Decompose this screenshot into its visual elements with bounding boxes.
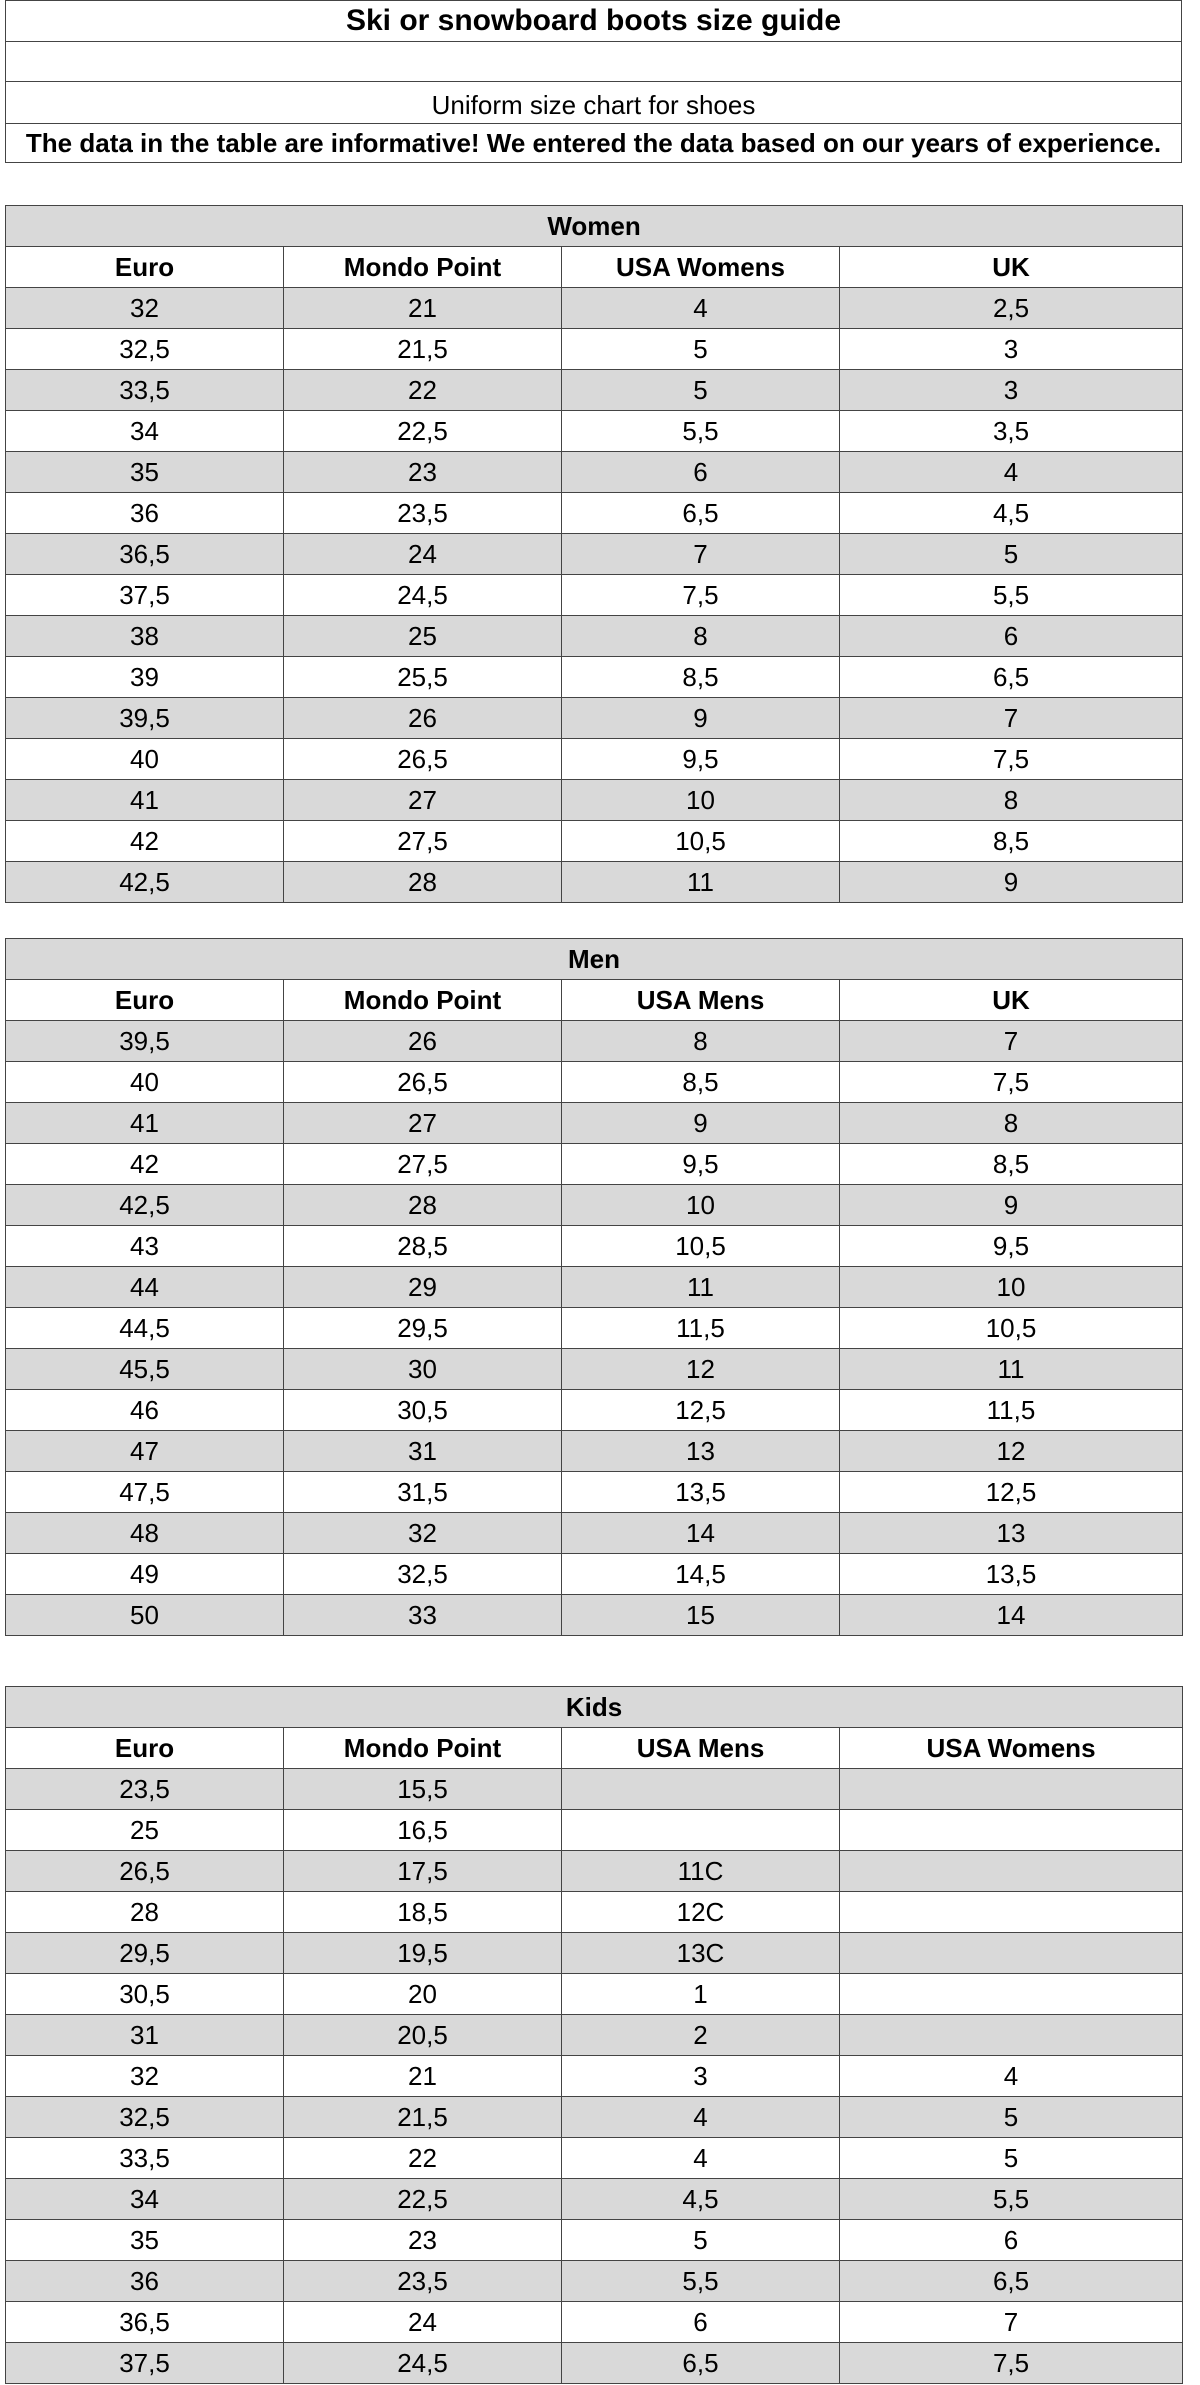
euro-cell: 32,5 bbox=[6, 329, 284, 370]
mondo-point-cell: 20 bbox=[284, 1974, 562, 2015]
table-row bbox=[6, 288, 1183, 329]
mondo-point-cell: 26,5 bbox=[284, 739, 562, 780]
mondo-point-cell: 21 bbox=[284, 288, 562, 329]
usa-size-cell: 4 bbox=[562, 2138, 840, 2179]
table-row bbox=[6, 1062, 1183, 1103]
uk-or-usa-womens-cell: 12 bbox=[840, 1431, 1183, 1472]
usa-size-cell: 1 bbox=[562, 1974, 840, 2015]
usa-size-cell: 12,5 bbox=[562, 1390, 840, 1431]
usa-size-cell bbox=[562, 1769, 840, 1810]
usa-size-cell: 9 bbox=[562, 1103, 840, 1144]
uk-or-usa-womens-cell: 7 bbox=[840, 698, 1183, 739]
euro-cell: 42 bbox=[6, 1144, 284, 1185]
mondo-point-cell: 26 bbox=[284, 698, 562, 739]
table-row bbox=[6, 411, 1183, 452]
mondo-point-cell: 27,5 bbox=[284, 821, 562, 862]
mondo-point-cell: 15,5 bbox=[284, 1769, 562, 1810]
euro-cell: 42,5 bbox=[6, 1185, 284, 1226]
table-row bbox=[6, 1144, 1183, 1185]
page-subtitle: Uniform size chart for shoes bbox=[5, 82, 1182, 124]
guide-header bbox=[5, 0, 1182, 163]
mondo-point-cell: 26,5 bbox=[284, 1062, 562, 1103]
column-header-usa-mens: USA Mens bbox=[562, 980, 840, 1021]
uk-or-usa-womens-cell: 4 bbox=[840, 452, 1183, 493]
usa-size-cell: 5,5 bbox=[562, 411, 840, 452]
table-row bbox=[6, 370, 1183, 411]
mondo-point-cell: 27 bbox=[284, 1103, 562, 1144]
uk-or-usa-womens-cell: 3,5 bbox=[840, 411, 1183, 452]
mondo-point-cell: 30,5 bbox=[284, 1390, 562, 1431]
euro-cell: 48 bbox=[6, 1513, 284, 1554]
usa-size-cell: 9,5 bbox=[562, 1144, 840, 1185]
uk-or-usa-womens-cell: 8 bbox=[840, 1103, 1183, 1144]
table-row bbox=[6, 452, 1183, 493]
table-row bbox=[6, 1513, 1183, 1554]
euro-cell: 34 bbox=[6, 411, 284, 452]
euro-cell: 30,5 bbox=[6, 1974, 284, 2015]
table-row bbox=[6, 2343, 1183, 2384]
usa-size-cell: 13 bbox=[562, 1431, 840, 1472]
uk-or-usa-womens-cell: 13,5 bbox=[840, 1554, 1183, 1595]
mondo-point-cell: 16,5 bbox=[284, 1810, 562, 1851]
mondo-point-cell: 17,5 bbox=[284, 1851, 562, 1892]
euro-cell: 47 bbox=[6, 1431, 284, 1472]
usa-size-cell: 10,5 bbox=[562, 821, 840, 862]
usa-size-cell bbox=[562, 1810, 840, 1851]
euro-cell: 25 bbox=[6, 1810, 284, 1851]
euro-cell: 34 bbox=[6, 2179, 284, 2220]
table-row bbox=[6, 1769, 1183, 1810]
uk-or-usa-womens-cell: 7,5 bbox=[840, 2343, 1183, 2384]
euro-cell: 44,5 bbox=[6, 1308, 284, 1349]
table-row bbox=[6, 1185, 1183, 1226]
uk-or-usa-womens-cell: 10 bbox=[840, 1267, 1183, 1308]
uk-or-usa-womens-cell: 7,5 bbox=[840, 1062, 1183, 1103]
euro-cell: 39 bbox=[6, 657, 284, 698]
table-row bbox=[6, 1226, 1183, 1267]
uk-or-usa-womens-cell: 10,5 bbox=[840, 1308, 1183, 1349]
column-header-uk: UK bbox=[840, 247, 1183, 288]
usa-size-cell: 6,5 bbox=[562, 2343, 840, 2384]
mondo-point-cell: 30 bbox=[284, 1349, 562, 1390]
usa-size-cell: 5 bbox=[562, 2220, 840, 2261]
usa-size-cell: 5 bbox=[562, 329, 840, 370]
mondo-point-cell: 28 bbox=[284, 862, 562, 903]
blank-row bbox=[5, 42, 1182, 82]
uk-or-usa-womens-cell: 13 bbox=[840, 1513, 1183, 1554]
euro-cell: 35 bbox=[6, 2220, 284, 2261]
table-row bbox=[6, 1390, 1183, 1431]
table-row bbox=[6, 739, 1183, 780]
mondo-point-cell: 33 bbox=[284, 1595, 562, 1636]
men-size-table bbox=[5, 938, 1183, 1636]
euro-cell: 35 bbox=[6, 452, 284, 493]
usa-size-cell: 11 bbox=[562, 862, 840, 903]
uk-or-usa-womens-cell: 8,5 bbox=[840, 1144, 1183, 1185]
mondo-point-cell: 21,5 bbox=[284, 2097, 562, 2138]
uk-or-usa-womens-cell: 5,5 bbox=[840, 575, 1183, 616]
euro-cell: 32 bbox=[6, 2056, 284, 2097]
section-title-kids: Kids bbox=[6, 1687, 1183, 1728]
table-row bbox=[6, 1810, 1183, 1851]
euro-cell: 37,5 bbox=[6, 575, 284, 616]
uk-or-usa-womens-cell: 6 bbox=[840, 616, 1183, 657]
usa-size-cell: 10 bbox=[562, 780, 840, 821]
uk-or-usa-womens-cell bbox=[840, 1933, 1183, 1974]
column-header-usa-mens: USA Mens bbox=[562, 1728, 840, 1769]
usa-size-cell: 2 bbox=[562, 2015, 840, 2056]
column-header-euro: Euro bbox=[6, 980, 284, 1021]
uk-or-usa-womens-cell: 8 bbox=[840, 780, 1183, 821]
uk-or-usa-womens-cell bbox=[840, 1851, 1183, 1892]
mondo-point-cell: 23 bbox=[284, 452, 562, 493]
usa-size-cell: 12 bbox=[562, 1349, 840, 1390]
mondo-point-cell: 21 bbox=[284, 2056, 562, 2097]
mondo-point-cell: 28,5 bbox=[284, 1226, 562, 1267]
mondo-point-cell: 28 bbox=[284, 1185, 562, 1226]
mondo-point-cell: 24,5 bbox=[284, 2343, 562, 2384]
uk-or-usa-womens-cell: 6,5 bbox=[840, 2261, 1183, 2302]
uk-or-usa-womens-cell: 7 bbox=[840, 2302, 1183, 2343]
uk-or-usa-womens-cell: 2,5 bbox=[840, 288, 1183, 329]
table-row bbox=[6, 1349, 1183, 1390]
usa-size-cell: 4 bbox=[562, 2097, 840, 2138]
euro-cell: 33,5 bbox=[6, 370, 284, 411]
usa-size-cell: 10,5 bbox=[562, 1226, 840, 1267]
table-row bbox=[6, 862, 1183, 903]
disclaimer-note: The data in the table are informative! We entered the data based on our years of experience. bbox=[5, 124, 1182, 163]
women-size-table bbox=[5, 205, 1183, 903]
uk-or-usa-womens-cell: 12,5 bbox=[840, 1472, 1183, 1513]
mondo-point-cell: 23,5 bbox=[284, 2261, 562, 2302]
mondo-point-cell: 22 bbox=[284, 370, 562, 411]
table-row bbox=[6, 1431, 1183, 1472]
mondo-point-cell: 31 bbox=[284, 1431, 562, 1472]
euro-cell: 36,5 bbox=[6, 534, 284, 575]
mondo-point-cell: 29,5 bbox=[284, 1308, 562, 1349]
mondo-point-cell: 22,5 bbox=[284, 2179, 562, 2220]
euro-cell: 33,5 bbox=[6, 2138, 284, 2179]
euro-cell: 28 bbox=[6, 1892, 284, 1933]
table-row bbox=[6, 1933, 1183, 1974]
mondo-point-cell: 22 bbox=[284, 2138, 562, 2179]
mondo-point-cell: 19,5 bbox=[284, 1933, 562, 1974]
column-header-euro: Euro bbox=[6, 247, 284, 288]
table-row bbox=[6, 2056, 1183, 2097]
euro-cell: 42 bbox=[6, 821, 284, 862]
column-header-mondo-point: Mondo Point bbox=[284, 1728, 562, 1769]
mondo-point-cell: 25,5 bbox=[284, 657, 562, 698]
table-row bbox=[6, 2302, 1183, 2343]
table-row bbox=[6, 2179, 1183, 2220]
uk-or-usa-womens-cell bbox=[840, 1974, 1183, 2015]
uk-or-usa-womens-cell: 5 bbox=[840, 2097, 1183, 2138]
mondo-point-cell: 27 bbox=[284, 780, 562, 821]
euro-cell: 47,5 bbox=[6, 1472, 284, 1513]
table-row bbox=[6, 780, 1183, 821]
euro-cell: 26,5 bbox=[6, 1851, 284, 1892]
uk-or-usa-womens-cell: 9 bbox=[840, 1185, 1183, 1226]
uk-or-usa-womens-cell: 5,5 bbox=[840, 2179, 1183, 2220]
uk-or-usa-womens-cell: 3 bbox=[840, 329, 1183, 370]
table-row bbox=[6, 821, 1183, 862]
mondo-point-cell: 23,5 bbox=[284, 493, 562, 534]
table-row bbox=[6, 616, 1183, 657]
table-row bbox=[6, 2015, 1183, 2056]
mondo-point-cell: 29 bbox=[284, 1267, 562, 1308]
usa-size-cell: 15 bbox=[562, 1595, 840, 1636]
column-header-mondo-point: Mondo Point bbox=[284, 247, 562, 288]
table-row bbox=[6, 698, 1183, 739]
usa-size-cell: 4,5 bbox=[562, 2179, 840, 2220]
usa-size-cell: 4 bbox=[562, 288, 840, 329]
uk-or-usa-womens-cell: 6,5 bbox=[840, 657, 1183, 698]
euro-cell: 40 bbox=[6, 739, 284, 780]
euro-cell: 41 bbox=[6, 1103, 284, 1144]
mondo-point-cell: 22,5 bbox=[284, 411, 562, 452]
usa-size-cell: 13C bbox=[562, 1933, 840, 1974]
uk-or-usa-womens-cell: 9 bbox=[840, 862, 1183, 903]
usa-size-cell: 13,5 bbox=[562, 1472, 840, 1513]
euro-cell: 43 bbox=[6, 1226, 284, 1267]
mondo-point-cell: 21,5 bbox=[284, 329, 562, 370]
euro-cell: 41 bbox=[6, 780, 284, 821]
uk-or-usa-womens-cell: 11 bbox=[840, 1349, 1183, 1390]
uk-or-usa-womens-cell: 8,5 bbox=[840, 821, 1183, 862]
kids-size-table bbox=[5, 1686, 1183, 2384]
page-title: Ski or snowboard boots size guide bbox=[5, 0, 1182, 42]
usa-size-cell: 6 bbox=[562, 2302, 840, 2343]
mondo-point-cell: 26 bbox=[284, 1021, 562, 1062]
usa-size-cell: 6 bbox=[562, 452, 840, 493]
usa-size-cell: 12C bbox=[562, 1892, 840, 1933]
euro-cell: 32 bbox=[6, 288, 284, 329]
column-header-euro: Euro bbox=[6, 1728, 284, 1769]
table-row bbox=[6, 1308, 1183, 1349]
uk-or-usa-womens-cell bbox=[840, 1810, 1183, 1851]
table-row bbox=[6, 493, 1183, 534]
column-header-mondo-point: Mondo Point bbox=[284, 980, 562, 1021]
uk-or-usa-womens-cell: 6 bbox=[840, 2220, 1183, 2261]
euro-cell: 23,5 bbox=[6, 1769, 284, 1810]
usa-size-cell: 11 bbox=[562, 1267, 840, 1308]
euro-cell: 40 bbox=[6, 1062, 284, 1103]
usa-size-cell: 9,5 bbox=[562, 739, 840, 780]
uk-or-usa-womens-cell: 3 bbox=[840, 370, 1183, 411]
usa-size-cell: 10 bbox=[562, 1185, 840, 1226]
euro-cell: 32,5 bbox=[6, 2097, 284, 2138]
section-title-men: Men bbox=[6, 939, 1183, 980]
mondo-point-cell: 32 bbox=[284, 1513, 562, 1554]
uk-or-usa-womens-cell: 4,5 bbox=[840, 493, 1183, 534]
table-row bbox=[6, 1851, 1183, 1892]
uk-or-usa-womens-cell bbox=[840, 1769, 1183, 1810]
table-row bbox=[6, 1021, 1183, 1062]
euro-cell: 36,5 bbox=[6, 2302, 284, 2343]
mondo-point-cell: 27,5 bbox=[284, 1144, 562, 1185]
mondo-point-cell: 31,5 bbox=[284, 1472, 562, 1513]
usa-size-cell: 8,5 bbox=[562, 1062, 840, 1103]
euro-cell: 38 bbox=[6, 616, 284, 657]
usa-size-cell: 3 bbox=[562, 2056, 840, 2097]
column-header-uk: UK bbox=[840, 980, 1183, 1021]
uk-or-usa-womens-cell bbox=[840, 2015, 1183, 2056]
euro-cell: 45,5 bbox=[6, 1349, 284, 1390]
euro-cell: 39,5 bbox=[6, 698, 284, 739]
euro-cell: 50 bbox=[6, 1595, 284, 1636]
usa-size-cell: 14 bbox=[562, 1513, 840, 1554]
uk-or-usa-womens-cell: 14 bbox=[840, 1595, 1183, 1636]
usa-size-cell: 8 bbox=[562, 616, 840, 657]
table-row bbox=[6, 1103, 1183, 1144]
mondo-point-cell: 18,5 bbox=[284, 1892, 562, 1933]
table-row bbox=[6, 329, 1183, 370]
mondo-point-cell: 25 bbox=[284, 616, 562, 657]
table-row bbox=[6, 534, 1183, 575]
uk-or-usa-womens-cell: 7,5 bbox=[840, 739, 1183, 780]
table-row bbox=[6, 1554, 1183, 1595]
column-header-usa-womens: USA Womens bbox=[562, 247, 840, 288]
usa-size-cell: 7 bbox=[562, 534, 840, 575]
euro-cell: 49 bbox=[6, 1554, 284, 1595]
usa-size-cell: 8 bbox=[562, 1021, 840, 1062]
euro-cell: 42,5 bbox=[6, 862, 284, 903]
table-row bbox=[6, 657, 1183, 698]
uk-or-usa-womens-cell: 11,5 bbox=[840, 1390, 1183, 1431]
euro-cell: 31 bbox=[6, 2015, 284, 2056]
euro-cell: 37,5 bbox=[6, 2343, 284, 2384]
uk-or-usa-womens-cell: 9,5 bbox=[840, 1226, 1183, 1267]
mondo-point-cell: 20,5 bbox=[284, 2015, 562, 2056]
uk-or-usa-womens-cell: 4 bbox=[840, 2056, 1183, 2097]
usa-size-cell: 7,5 bbox=[562, 575, 840, 616]
usa-size-cell: 6,5 bbox=[562, 493, 840, 534]
table-row bbox=[6, 1892, 1183, 1933]
table-row bbox=[6, 1472, 1183, 1513]
mondo-point-cell: 24 bbox=[284, 2302, 562, 2343]
usa-size-cell: 9 bbox=[562, 698, 840, 739]
table-row bbox=[6, 1595, 1183, 1636]
table-row bbox=[6, 2220, 1183, 2261]
mondo-point-cell: 24,5 bbox=[284, 575, 562, 616]
usa-size-cell: 5,5 bbox=[562, 2261, 840, 2302]
euro-cell: 46 bbox=[6, 1390, 284, 1431]
mondo-point-cell: 32,5 bbox=[284, 1554, 562, 1595]
uk-or-usa-womens-cell bbox=[840, 1892, 1183, 1933]
table-row bbox=[6, 2261, 1183, 2302]
table-row bbox=[6, 1267, 1183, 1308]
euro-cell: 36 bbox=[6, 493, 284, 534]
section-title-women: Women bbox=[6, 206, 1183, 247]
euro-cell: 29,5 bbox=[6, 1933, 284, 1974]
table-row bbox=[6, 2138, 1183, 2179]
table-row bbox=[6, 2097, 1183, 2138]
mondo-point-cell: 24 bbox=[284, 534, 562, 575]
uk-or-usa-womens-cell: 5 bbox=[840, 534, 1183, 575]
table-row bbox=[6, 575, 1183, 616]
usa-size-cell: 14,5 bbox=[562, 1554, 840, 1595]
usa-size-cell: 8,5 bbox=[562, 657, 840, 698]
table-row bbox=[6, 1974, 1183, 2015]
mondo-point-cell: 23 bbox=[284, 2220, 562, 2261]
uk-or-usa-womens-cell: 7 bbox=[840, 1021, 1183, 1062]
usa-size-cell: 5 bbox=[562, 370, 840, 411]
euro-cell: 44 bbox=[6, 1267, 284, 1308]
euro-cell: 39,5 bbox=[6, 1021, 284, 1062]
euro-cell: 36 bbox=[6, 2261, 284, 2302]
usa-size-cell: 11C bbox=[562, 1851, 840, 1892]
usa-size-cell: 11,5 bbox=[562, 1308, 840, 1349]
uk-or-usa-womens-cell: 5 bbox=[840, 2138, 1183, 2179]
column-header-usa-womens: USA Womens bbox=[840, 1728, 1183, 1769]
